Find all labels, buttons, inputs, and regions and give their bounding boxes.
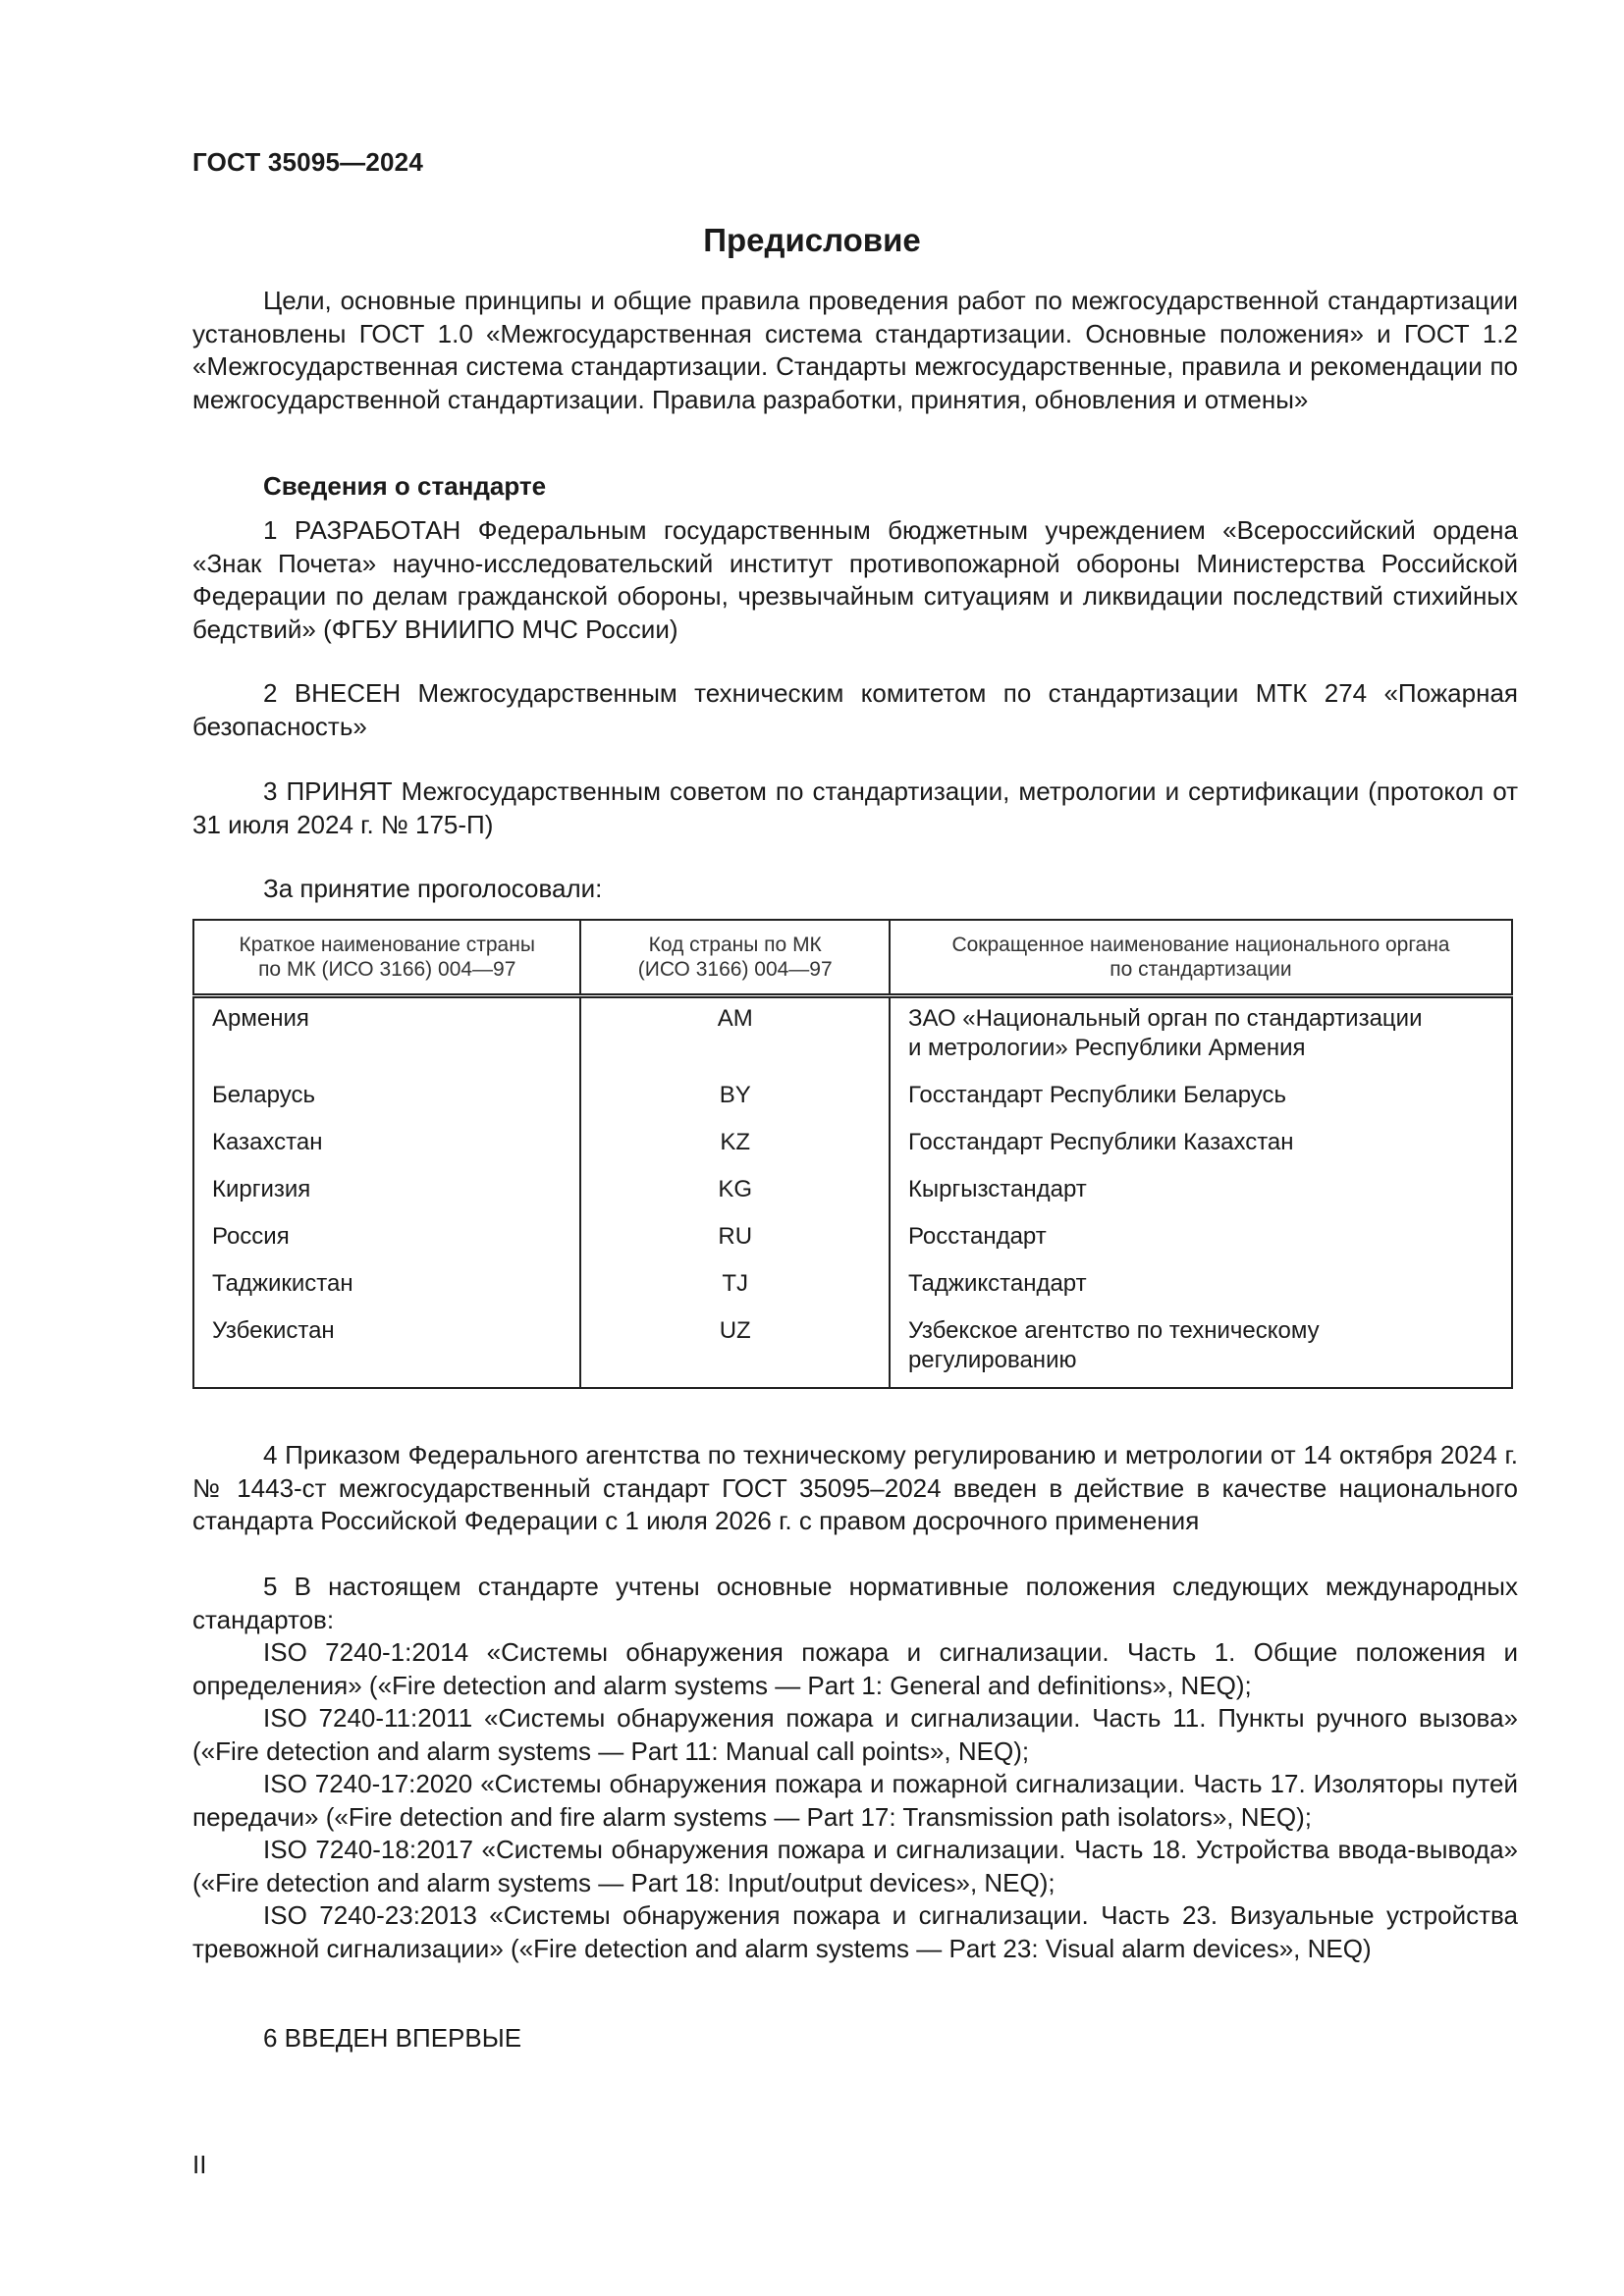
document-header: ГОСТ 35095—2024 — [192, 147, 423, 177]
table-row — [193, 996, 1512, 1076]
item-1-block — [192, 514, 1518, 646]
page-number: II — [192, 2150, 207, 2179]
body-cell: Таджикстандарт — [890, 1263, 1512, 1310]
item-3-block — [192, 775, 1518, 841]
iso-reference: ISO 7240-17:2020 «Системы обнаружения пожара и пожарной сигнализации. Часть 17. Изоляторы путей передачи» («Fire detection and fire alarm systems — Part 17: Transmission path isolators», NEQ); — [192, 1769, 1518, 1832]
iso-reference: ISO 7240-1:2014 «Системы обнаружения пожара и сигнализации. Часть 1. Общие положения и определения» («Fire detection and alarm systems — Part 1: General and definitions», NEQ); — [192, 1637, 1518, 1700]
code-cell: KZ — [580, 1122, 889, 1169]
country-cell: Беларусь — [193, 1075, 580, 1122]
header-line: Краткое наименование страны — [239, 934, 535, 956]
vote-intro: За принятие проголосовали: — [263, 874, 603, 903]
item-4-paragraph: 4 Приказом Федерального агентства по техническому регулированию и метрологии от 14 октября 2024 г. № 1443-ст межгосударственный стандарт ГОСТ 35095–2024 введен в действие в качестве национального стандарта Российской Федерации с 1 июля 2026 г. с правом досрочного применения — [192, 1440, 1518, 1535]
item-2-paragraph: 2 ВНЕСЕН Межгосударственным техническим комитетом по стандартизации МТК 274 «Пожарная безопасность» — [192, 678, 1518, 741]
item-6-block — [192, 2022, 1518, 2056]
body-line: регулированию — [907, 1347, 1077, 1373]
country-cell: Таджикистан — [193, 1263, 580, 1310]
item-6-paragraph: 6 ВВЕДЕН ВПЕРВЫЕ — [263, 2023, 522, 2053]
item-4-block — [192, 1439, 1518, 1538]
header-line: по стандартизации — [1110, 958, 1292, 981]
header-country-name — [193, 920, 580, 996]
code-cell: BY — [580, 1075, 889, 1122]
table-row — [193, 1122, 1512, 1169]
header-national-body — [890, 920, 1512, 996]
table-row — [193, 1216, 1512, 1263]
table-row — [193, 1263, 1512, 1310]
table-row — [193, 1169, 1512, 1216]
page-title: Предисловие — [703, 222, 921, 258]
country-cell: Казахстан — [193, 1122, 580, 1169]
header-line: Сокращенное наименование национального органа — [951, 934, 1450, 956]
country-cell: Узбекистан — [193, 1310, 580, 1388]
body-cell: Кыргызстандарт — [890, 1169, 1512, 1216]
header-line: (ИСО 3166) 004—97 — [637, 958, 833, 981]
item-5-intro: 5 В настоящем стандарте учтены основные нормативные положения следующих международных стандартов: — [192, 1572, 1518, 1634]
body-cell — [890, 996, 1512, 1076]
body-line: и метрологии» Республики Армения — [907, 1035, 1306, 1061]
table-row — [193, 1075, 1512, 1122]
intro-block — [192, 285, 1518, 416]
iso-reference: ISO 7240-23:2013 «Системы обнаружения пожара и сигнализации. Часть 23. Визуальные устройства тревожной сигнализации» («Fire detection and alarm systems — Part 23: Visual alarm devices», NEQ) — [192, 1900, 1518, 1963]
body-cell — [890, 1310, 1512, 1388]
header-line: Код страны по МК — [648, 934, 822, 956]
body-cell: Госстандарт Республики Казахстан — [890, 1122, 1512, 1169]
country-cell: Киргизия — [193, 1169, 580, 1216]
item-1-paragraph: 1 РАЗРАБОТАН Федеральным государственным бюджетным учреждением «Всероссийский ордена «Знак Почета» научно-исследовательский институт противопожарной обороны Министерства Российской Федерации по делам гражданской обороны, чрезвычайным ситуациям и ликвидации последствий стихийных бедствий» (ФГБУ ВНИИПО МЧС России) — [192, 515, 1518, 644]
code-cell: KG — [580, 1169, 889, 1216]
body-line: Узбекское агентство по техническому — [907, 1317, 1320, 1344]
iso-reference: ISO 7240-11:2011 «Системы обнаружения пожара и сигнализации. Часть 11. Пункты ручного вызова» («Fire detection and alarm systems — Part 11: Manual call points», NEQ); — [192, 1703, 1518, 1766]
intro-paragraph: Цели, основные принципы и общие правила проведения работ по межгосударственной стандартизации установлены ГОСТ 1.0 «Межгосударственная система стандартизации. Основные положения» и ГОСТ 1.2 «Межгосударственная система стандартизации. Стандарты межгосударственные, правила и рекомендации по межгосударственной стандартизации. Правила разработки, принятия, обновления и отмены» — [192, 286, 1518, 414]
country-cell: Россия — [193, 1216, 580, 1263]
countries-table — [192, 919, 1513, 1389]
body-cell: Госстандарт Республики Беларусь — [890, 1075, 1512, 1122]
code-cell: AM — [580, 996, 889, 1076]
table-row — [193, 1310, 1512, 1388]
item-2-block — [192, 677, 1518, 743]
item-5-block — [192, 1571, 1518, 1965]
code-cell: TJ — [580, 1263, 889, 1310]
header-country-code — [580, 920, 889, 996]
code-cell: RU — [580, 1216, 889, 1263]
item-3-paragraph: 3 ПРИНЯТ Межгосударственным советом по стандартизации, метрологии и сертификации (протокол от 31 июля 2024 г. № 175-П) — [192, 776, 1518, 839]
header-line: по МК (ИСО 3166) 004—97 — [258, 958, 516, 981]
body-cell: Росстандарт — [890, 1216, 1512, 1263]
country-cell: Армения — [193, 996, 580, 1076]
section-subheading: Сведения о стандарте — [263, 471, 547, 501]
body-line: ЗАО «Национальный орган по стандартизации — [907, 1005, 1423, 1032]
code-cell: UZ — [580, 1310, 889, 1388]
table-header-row — [193, 920, 1512, 996]
iso-reference: ISO 7240-18:2017 «Системы обнаружения пожара и сигнализации. Часть 18. Устройства ввода-вывода» («Fire detection and alarm systems — Part 18: Input/output devices», NEQ); — [192, 1835, 1518, 1897]
